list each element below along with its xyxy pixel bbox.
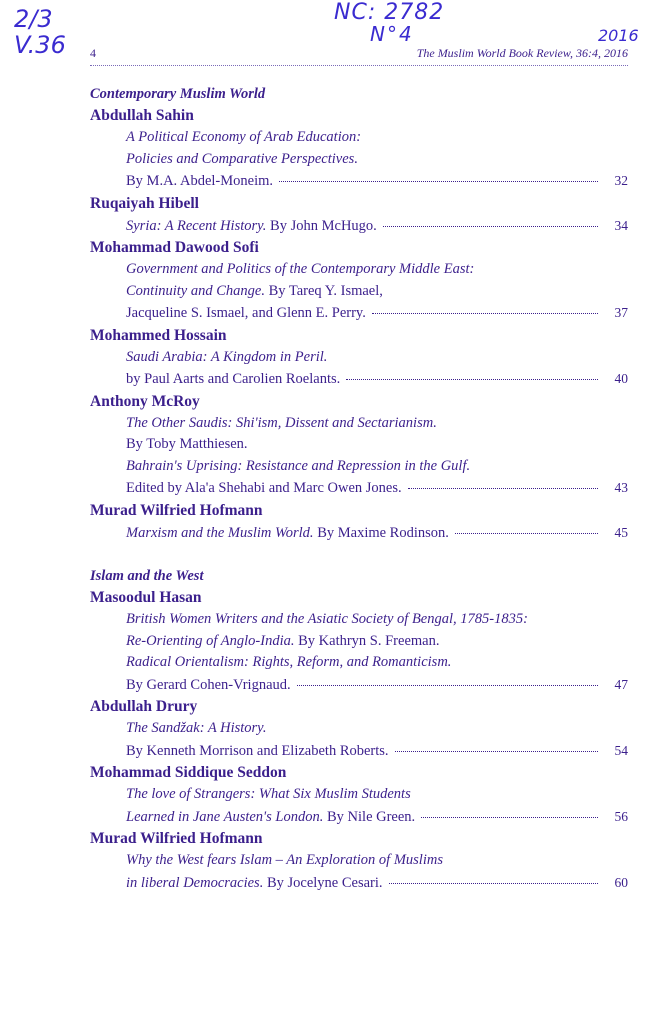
entry-text	[126, 523, 449, 545]
handwritten-nc-number: NC: 2782	[334, 0, 445, 25]
handwritten-year: 2016	[598, 26, 639, 45]
book-author: By Nile Green.	[323, 808, 416, 825]
book-author: By Maxime Rodinson.	[313, 524, 449, 541]
reviewer-name: Mohammad Siddique Seddon	[90, 764, 287, 781]
book-author: Edited by Ala'a Shehabi and Marc Owen Jones.	[126, 480, 402, 496]
page-ref: 56	[614, 808, 628, 824]
dot-leader	[421, 817, 598, 818]
dot-leader	[297, 685, 598, 686]
page-ref: 60	[614, 874, 628, 890]
toc-entry-line	[126, 806, 628, 829]
toc-section	[90, 84, 628, 544]
toc-text-line	[126, 652, 628, 674]
entry-text	[126, 151, 358, 167]
reviewer-name: Mohammad Dawood Sofi	[90, 239, 259, 256]
entry-text	[126, 458, 470, 474]
book-author: By Kathryn S. Freeman.	[294, 632, 440, 649]
book-author: By John McHugo.	[266, 217, 377, 234]
dot-leader	[408, 488, 598, 489]
book-author: By Kenneth Morrison and Elizabeth Roberts.	[126, 742, 389, 759]
dot-leader	[279, 181, 598, 182]
book-title: Why the West fears Islam – An Exploration of Muslims	[126, 852, 443, 868]
book-title: Learned in Jane Austen's London.	[126, 808, 324, 825]
book-title: Bahrain's Uprising: Resistance and Repression in the Gulf.	[126, 457, 471, 474]
entry-text	[126, 216, 377, 238]
page-ref: 43	[614, 480, 628, 495]
toc-text-line	[126, 631, 628, 653]
entry-text	[126, 369, 340, 391]
book-author: By Toby Matthiesen.	[126, 436, 248, 452]
page-ref: 32	[614, 173, 628, 188]
book-title: in liberal Democracies.	[126, 874, 264, 891]
book-title: Radical Orientalism: Rights, Reform, and Romanticism.	[126, 654, 452, 670]
book-title: The Sandžak: A History.	[126, 720, 267, 736]
entry-text	[126, 436, 248, 452]
dot-leader	[346, 379, 598, 380]
book-title: A Political Economy of Arab Education:	[126, 129, 362, 145]
page-ref: 40	[614, 371, 628, 386]
toc-text-line	[126, 149, 628, 171]
dot-leader	[389, 883, 598, 884]
entry-text	[126, 171, 273, 193]
entry-text	[126, 303, 366, 325]
entry-text	[126, 654, 451, 670]
handwritten-shelf-number: 2/3	[14, 5, 53, 33]
entry-text	[126, 807, 415, 829]
page-number: 4	[90, 46, 96, 60]
toc-entry-line	[126, 215, 628, 238]
toc-text-line	[126, 784, 628, 806]
toc-entry-line	[126, 368, 628, 391]
book-author: By Jocelyne Cesari.	[263, 874, 383, 891]
reviewer-name: Abdullah Drury	[90, 698, 198, 715]
book-title: Continuity and Change.	[126, 282, 265, 299]
entry-text	[126, 786, 411, 802]
entry-text	[126, 283, 383, 299]
entry-text	[126, 129, 361, 145]
entry-text	[126, 720, 266, 736]
toc-entry-line	[126, 302, 628, 325]
reviewer-name: Murad Wilfried Hofmann	[90, 830, 263, 847]
entry-text	[126, 261, 474, 277]
reviewer-name: Anthony McRoy	[90, 392, 200, 410]
book-title: Government and Politics of the Contemporary Middle East:	[126, 261, 475, 277]
entry-text	[126, 873, 383, 895]
section-title: Contemporary Muslim World	[90, 86, 266, 102]
reviewer-name: Mohammed Hossain	[90, 326, 227, 344]
book-title: Syria: A Recent History.	[126, 217, 267, 234]
dot-leader	[372, 313, 598, 314]
reviewer-name: Masoodul Hasan	[90, 589, 202, 606]
handwritten-issue-number: N°4	[370, 22, 414, 46]
toc-text-line	[126, 127, 628, 149]
book-author: By Tareq Y. Ismael,	[264, 282, 383, 299]
book-author: by Paul Aarts and Carolien Roelants.	[126, 371, 341, 387]
toc-entry-line	[126, 522, 628, 545]
entry-text	[126, 349, 327, 365]
entry-text	[126, 675, 291, 697]
entry-text	[126, 478, 402, 500]
dot-leader	[383, 226, 598, 227]
toc-text-line	[126, 281, 628, 303]
handwritten-volume: V.36	[14, 31, 66, 59]
book-author: By Gerard Cohen-Vrignaud.	[126, 676, 291, 693]
book-author: Jacqueline S. Ismael, and Glenn E. Perry.	[126, 305, 366, 321]
toc-text-line	[126, 609, 628, 631]
book-title: The Other Saudis: Shi'ism, Dissent and Sectarianism.	[126, 414, 437, 431]
page-ref: 34	[614, 217, 628, 233]
toc-text-line	[126, 850, 628, 872]
toc-text-line	[126, 718, 628, 740]
entry-text	[126, 415, 437, 431]
toc-text-line	[126, 456, 628, 478]
toc-text-line	[126, 259, 628, 281]
toc-text-line	[126, 434, 628, 456]
toc-entry-line	[126, 872, 628, 895]
page-ref: 47	[614, 676, 628, 692]
reviewer-name: Abdullah Sahin	[90, 107, 194, 124]
reviewer-name: Ruqaiyah Hibell	[90, 194, 199, 212]
entry-text	[126, 852, 443, 868]
entry-text	[126, 741, 389, 763]
book-author: By M.A. Abdel-Moneim.	[126, 173, 274, 189]
toc-text-line	[126, 347, 628, 369]
toc-text-line	[126, 413, 628, 435]
book-title: The love of Strangers: What Six Muslim Students	[126, 786, 411, 802]
toc-entry-line	[126, 740, 628, 763]
toc-entry-line	[126, 477, 628, 500]
page-ref: 45	[614, 524, 628, 540]
reviewer-name: Murad Wilfried Hofmann	[90, 501, 263, 519]
book-title: Policies and Comparative Perspectives.	[126, 150, 358, 167]
toc-entry-line	[126, 170, 628, 193]
handwritten-shelf-mark	[14, 6, 66, 58]
toc-section	[90, 566, 628, 894]
dot-leader	[455, 533, 598, 534]
journal-citation: The Muslim World Book Review, 36:4, 2016	[416, 46, 628, 60]
table-of-contents	[90, 84, 628, 916]
book-title: British Women Writers and the Asiatic Society of Bengal, 1785-1835:	[126, 611, 528, 627]
book-title: Marxism and the Muslim World.	[126, 524, 314, 541]
entry-text	[126, 633, 439, 649]
toc-entry-line	[126, 674, 628, 697]
dot-leader	[395, 751, 598, 752]
book-title: Saudi Arabia: A Kingdom in Peril.	[126, 348, 328, 365]
entry-text	[126, 611, 528, 627]
page-ref: 54	[614, 742, 628, 758]
page-ref: 37	[614, 305, 628, 320]
section-title: Islam and the West	[90, 568, 204, 584]
book-title: Re-Orienting of Anglo-India.	[126, 632, 295, 649]
running-head	[90, 46, 628, 66]
